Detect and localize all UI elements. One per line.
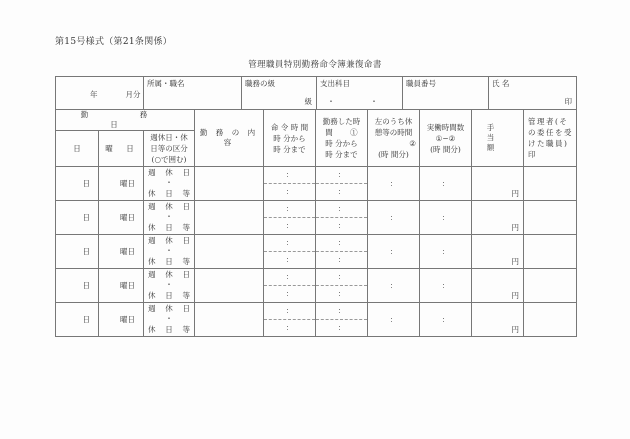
expense-value: ・ ・ — [327, 97, 392, 106]
kubun-cell[interactable]: 週 休 日 ・ 休 日 等 — [144, 167, 195, 201]
kubun-header: 週休日・休 日等の区分 (○で囲む) — [144, 131, 195, 167]
worked-time-header: 勤務した時 間 ① 時 分から 時 分まで — [316, 110, 368, 167]
worked-time-cell[interactable]: ： ： — [316, 201, 368, 235]
content-cell[interactable] — [195, 235, 264, 269]
manager-seal-cell[interactable] — [524, 201, 577, 235]
weekday-header: 曜 日 — [99, 131, 144, 167]
kubun-cell[interactable]: 週 休 日 ・ 休 日 等 — [144, 201, 195, 235]
kubun-cell[interactable]: 週 休 日 ・ 休 日 等 — [144, 303, 195, 337]
rest-time-cell[interactable]: ： — [368, 269, 420, 303]
ordered-time-cell[interactable]: ： ： — [264, 269, 316, 303]
manager-seal-cell[interactable] — [524, 167, 577, 201]
form-number: 第15号様式（第21条関係） — [55, 37, 173, 47]
worked-time-cell[interactable]: ： ： — [316, 269, 368, 303]
day-header: 日 — [56, 131, 99, 167]
employee-number-cell[interactable] — [403, 77, 489, 110]
expense-label: 支出科目 — [320, 79, 350, 88]
year-label: 年 — [90, 90, 98, 99]
seal-label: 印 — [564, 97, 572, 106]
rest-time-cell[interactable]: ： — [368, 235, 420, 269]
allowance-cell[interactable]: 円 — [472, 201, 524, 235]
day-cell[interactable]: 日 — [56, 235, 99, 269]
actual-hours-cell[interactable]: ： — [420, 167, 472, 201]
day-cell[interactable]: 日 — [56, 269, 99, 303]
weekday-cell[interactable]: 曜日 — [99, 235, 144, 269]
content-cell[interactable] — [195, 269, 264, 303]
day-cell[interactable]: 日 — [56, 167, 99, 201]
weekday-cell[interactable]: 曜日 — [99, 167, 144, 201]
ordered-time-cell[interactable]: ： ： — [264, 235, 316, 269]
weekday-cell[interactable]: 曜日 — [99, 303, 144, 337]
table-row — [56, 167, 577, 201]
affiliation-label: 所属・職名 — [147, 79, 185, 88]
work-record-table — [55, 109, 577, 337]
name-label: 氏 名 — [492, 79, 510, 88]
allowance-cell[interactable]: 円 — [472, 269, 524, 303]
rest-time-cell[interactable]: ： — [368, 303, 420, 337]
weekday-cell[interactable]: 曜日 — [99, 269, 144, 303]
grade-label: 職務の級 — [245, 79, 275, 88]
grade-suffix: 級 — [304, 97, 312, 106]
manager-seal-header: 管理者(そ の委任を受 けた職員) 印 — [524, 110, 577, 167]
table-row — [56, 303, 577, 337]
rest-time-cell[interactable]: ： — [368, 167, 420, 201]
document-title: 管理職員特別勤務命令簿兼復命書 — [248, 60, 382, 70]
employee-number-label: 職員番号 — [406, 79, 436, 88]
work-day-group-header: 勤 務 日 — [56, 110, 195, 131]
expense-cell[interactable] — [317, 77, 403, 110]
actual-hours-cell[interactable]: ： — [420, 201, 472, 235]
table-row — [56, 201, 577, 235]
day-cell[interactable]: 日 — [56, 201, 99, 235]
period-cell[interactable] — [56, 77, 144, 110]
worked-time-cell[interactable]: ： ： — [316, 235, 368, 269]
table-row — [56, 235, 577, 269]
manager-seal-cell[interactable] — [524, 269, 577, 303]
kubun-cell[interactable]: 週 休 日 ・ 休 日 等 — [144, 235, 195, 269]
allowance-cell[interactable]: 円 — [472, 167, 524, 201]
header-table — [55, 76, 577, 110]
name-cell[interactable] — [489, 77, 577, 110]
actual-hours-cell[interactable]: ： — [420, 269, 472, 303]
actual-hours-cell[interactable]: ： — [420, 235, 472, 269]
kubun-cell[interactable]: 週 休 日 ・ 休 日 等 — [144, 269, 195, 303]
content-cell[interactable] — [195, 201, 264, 235]
rest-time-cell[interactable]: ： — [368, 201, 420, 235]
allowance-cell[interactable]: 円 — [472, 303, 524, 337]
ordered-time-cell[interactable]: ： ： — [264, 167, 316, 201]
actual-hours-header: 実働時間数 ①−② (時 間分) — [420, 110, 472, 167]
worked-time-cell[interactable]: ： ： — [316, 167, 368, 201]
allowance-header: 手 当 額 — [472, 110, 524, 167]
content-header: 勤 務 の 内 容 — [195, 110, 264, 167]
allowance-cell[interactable]: 円 — [472, 235, 524, 269]
grade-cell[interactable] — [242, 77, 317, 110]
day-cell[interactable]: 日 — [56, 303, 99, 337]
manager-seal-cell[interactable] — [524, 235, 577, 269]
manager-seal-cell[interactable] — [524, 303, 577, 337]
affiliation-cell[interactable] — [144, 77, 242, 110]
content-cell[interactable] — [195, 167, 264, 201]
ordered-time-cell[interactable]: ： ： — [264, 303, 316, 337]
actual-hours-cell[interactable]: ： — [420, 303, 472, 337]
worked-time-cell[interactable]: ： ： — [316, 303, 368, 337]
content-cell[interactable] — [195, 303, 264, 337]
ordered-time-cell[interactable]: ： ： — [264, 201, 316, 235]
weekday-cell[interactable]: 曜日 — [99, 201, 144, 235]
month-label: 月分 — [125, 90, 141, 99]
ordered-time-header: 命 令 時 間 時 分から 時 分まで — [264, 110, 316, 167]
table-row — [56, 269, 577, 303]
rest-time-header: 左のうち休 憩等の時間 ② (時 間分) — [368, 110, 420, 167]
